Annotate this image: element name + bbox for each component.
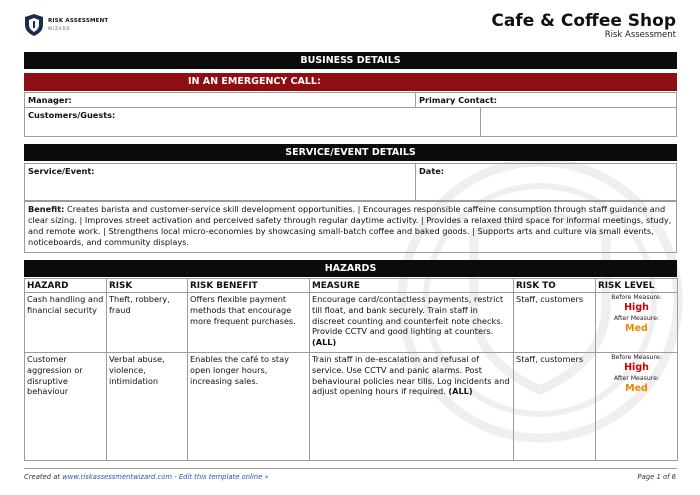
risk-level-cell	[596, 293, 678, 353]
manager-field[interactable]	[24, 92, 416, 108]
service-details-heading: SERVICE/EVENT DETAILS	[24, 144, 677, 161]
table-row	[25, 353, 678, 461]
after-measure-label: After Measure:	[613, 314, 660, 322]
measure-tag: (ALL)	[312, 337, 337, 348]
after-measure-label: After Measure:	[613, 374, 660, 382]
document-title: Cafe & Coffee Shop	[491, 11, 676, 31]
measure-cell	[310, 353, 514, 461]
risk-benefit-cell: Offers flexible payment methods that encourage more frequent purchases.	[188, 293, 310, 353]
measure-tag: (ALL)	[448, 386, 473, 397]
risk-benefit-cell: Enables the café to stay open longer hours, increasing sales.	[188, 353, 310, 461]
risk-to-cell: Staff, customers	[514, 353, 596, 461]
benefit-section	[24, 201, 677, 253]
customers-label: Customers/Guests:	[28, 110, 116, 120]
customers-field[interactable]	[24, 107, 481, 137]
date-field[interactable]	[415, 163, 677, 201]
benefit-text: Creates barista and customer-service skill development opportunities. | Encourages responsible caffeine consumption through staff guidance and clear sizing. | Improves street activation and perceived safety through regular daytime activity. | Provides a relaxed third space for informal meetings, study, and remote work. | Strengthens local micro-economies by showcasing small-batch coffee and baked goods. | Supports arts and culture via small events, noticeboards, and community displays.	[28, 204, 672, 247]
hazard-cell: Customer aggression or disruptive behaviour	[25, 353, 107, 461]
risk-cell: Verbal abuse, violence, intimidation	[107, 353, 188, 461]
after-measure-level: Med	[625, 382, 648, 394]
footer-created-at: Created at	[24, 473, 61, 481]
risk-cell: Theft, robbery, fraud	[107, 293, 188, 353]
brand-logo[interactable]	[24, 13, 108, 37]
after-measure-level: Med	[625, 322, 648, 334]
emergency-call-banner: IN AN EMERGENCY CALL:	[24, 73, 677, 91]
before-measure-level: High	[624, 302, 649, 314]
hazard-cell: Cash handling and financial security	[25, 293, 107, 353]
measure-text: Encourage card/contactless payments, restrict till float, and bank securely. Train staff in discreet counting and counterfeit note checks. Provide CCTV and good lighting at counters.	[312, 294, 504, 337]
footer-website-link[interactable]: www.riskassessmentwizard.com	[62, 473, 173, 481]
business-details-heading: BUSINESS DETAILS	[24, 52, 677, 69]
footer-divider	[24, 468, 677, 469]
benefit-label: Benefit:	[28, 204, 65, 214]
col-risk-level: RISK LEVEL	[596, 279, 678, 293]
primary-contact-field[interactable]	[415, 92, 677, 108]
col-measure: MEASURE	[310, 279, 514, 293]
shield-icon	[24, 13, 44, 37]
logo-text: RISK ASSESSMENT	[48, 18, 109, 25]
before-measure-level: High	[624, 362, 649, 374]
hazards-heading: HAZARDS	[24, 260, 677, 277]
col-risk: RISK	[107, 279, 188, 293]
hazards-header-row	[25, 279, 678, 293]
document-subtitle: Risk Assessment	[604, 30, 676, 40]
page-number: Page 1 of 6	[637, 473, 676, 481]
service-event-field[interactable]	[24, 163, 416, 201]
before-measure-label: Before Measure:	[611, 354, 662, 361]
col-risk-benefit: RISK BENEFIT	[188, 279, 310, 293]
footer-credit	[24, 473, 269, 481]
primary-contact-label: Primary Contact:	[419, 95, 498, 105]
service-event-label: Service/Event:	[28, 166, 95, 176]
measure-text: Train staff in de-escalation and refusal of service. Use CCTV and panic alarms. Post behavioural policies near tills. Log incidents and adjust opening hours if required.	[312, 354, 510, 397]
risk-to-cell: Staff, customers	[514, 293, 596, 353]
customers-extra-field[interactable]	[480, 107, 677, 137]
col-risk-to: RISK TO	[514, 279, 596, 293]
table-row	[25, 293, 678, 353]
hazards-table	[24, 278, 678, 461]
measure-cell	[310, 293, 514, 353]
col-hazard: HAZARD	[25, 279, 107, 293]
risk-level-cell	[596, 353, 678, 461]
manager-label: Manager:	[28, 95, 72, 105]
before-measure-label: Before Measure:	[611, 294, 662, 301]
date-label: Date:	[419, 166, 445, 176]
footer-edit-link[interactable]: - Edit this template online »	[174, 473, 269, 481]
logo-subtext: WIZARD	[48, 25, 71, 31]
